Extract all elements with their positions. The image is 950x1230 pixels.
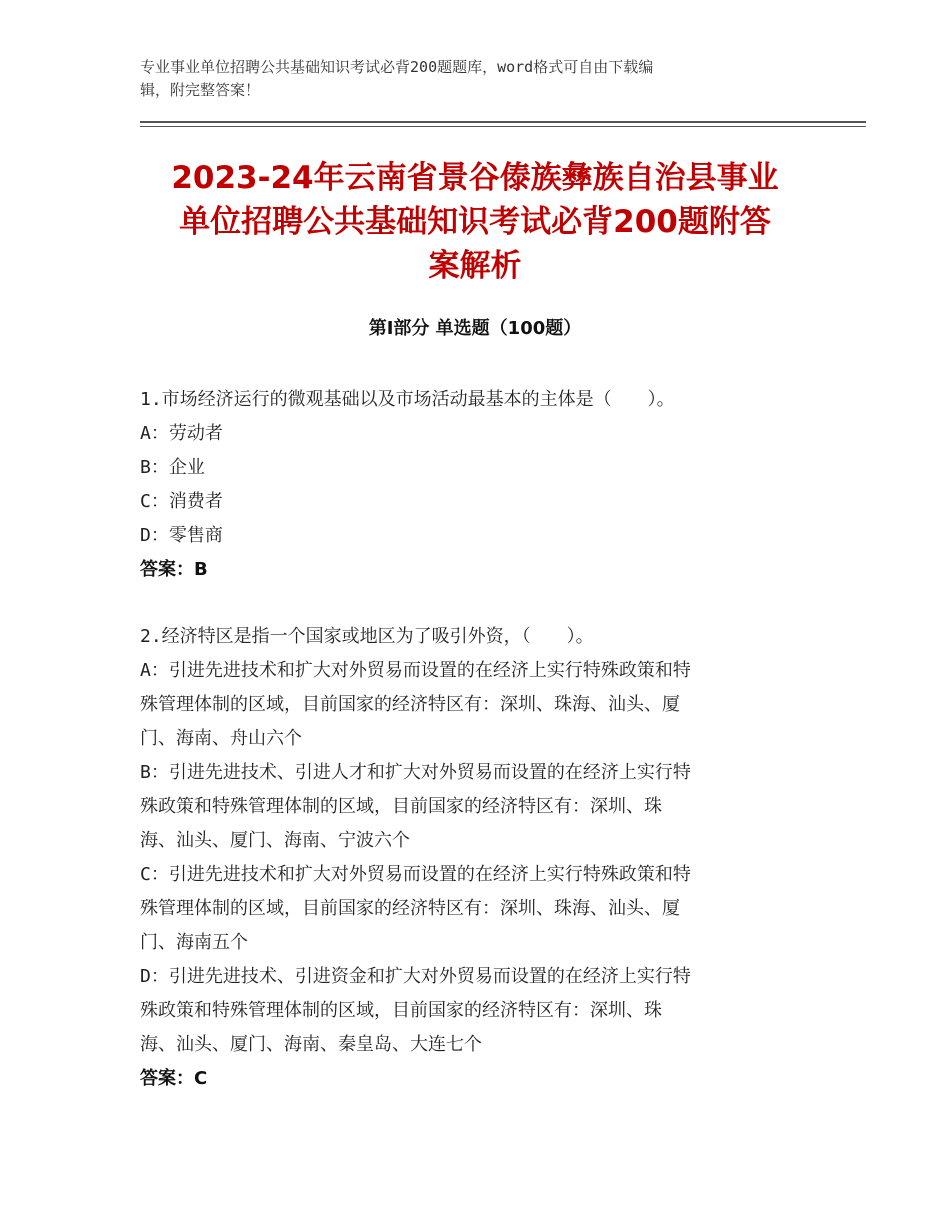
document-title-line: 案解析 [428,248,522,284]
option-b: B：企业 [140,457,205,478]
answer-label: 答案：B [140,559,208,580]
option-line: 殊政策和特殊管理体制的区域，目前国家的经济特区有：深圳、珠 [140,1000,662,1021]
option-line: B：引进先进技术、引进人才和扩大对外贸易而设置的在经济上实行特 [140,762,691,783]
header-divider-thick [140,121,866,123]
option-line: D：引进先进技术、引进资金和扩大对外贸易而设置的在经济上实行特 [140,966,691,987]
answer-label: 答案：C [140,1068,208,1089]
option-a: A：劳动者 [140,423,223,444]
header-divider-thin [140,126,866,127]
header-note-line: 专业事业单位招聘公共基础知识考试必背200题题库，word格式可自由下载编 [140,58,654,76]
header-note-line: 辑，附完整答案！ [140,81,261,99]
option-line: A：引进先进技术和扩大对外贸易而设置的在经济上实行特殊政策和特 [140,660,691,681]
option-line: 门、海南、舟山六个 [140,728,302,749]
question-stem: 2.经济特区是指一个国家或地区为了吸引外资，（ ）。 [140,626,594,647]
option-line: 殊管理体制的区域，目前国家的经济特区有：深圳、珠海、汕头、厦 [140,694,680,715]
option-line: C：引进先进技术和扩大对外贸易而设置的在经济上实行特殊政策和特 [140,864,691,885]
header-note [140,56,800,102]
question-stem: 1.市场经济运行的微观基础以及市场活动最基本的主体是（ ）。 [140,389,675,410]
option-d: D：零售商 [140,525,223,546]
section-heading: 第Ⅰ部分 单选题（100题） [368,318,582,339]
question-1 [140,383,810,587]
option-line: 门、海南五个 [140,932,248,953]
document-title-line: 单位招聘公共基础知识考试必背200题附答 [179,204,771,240]
option-line: 海、汕头、厦门、海南、宁波六个 [140,830,410,851]
option-c: C：消费者 [140,491,223,512]
document-title [120,156,830,288]
document-title-line: 2023-24年云南省景谷傣族彝族自治县事业 [171,160,779,196]
option-line: 海、汕头、厦门、海南、秦皇岛、大连七个 [140,1034,482,1055]
option-line: 殊管理体制的区域，目前国家的经济特区有：深圳、珠海、汕头、厦 [140,898,680,919]
option-line: 殊政策和特殊管理体制的区域，目前国家的经济特区有：深圳、珠 [140,796,662,817]
question-2 [140,620,810,1096]
